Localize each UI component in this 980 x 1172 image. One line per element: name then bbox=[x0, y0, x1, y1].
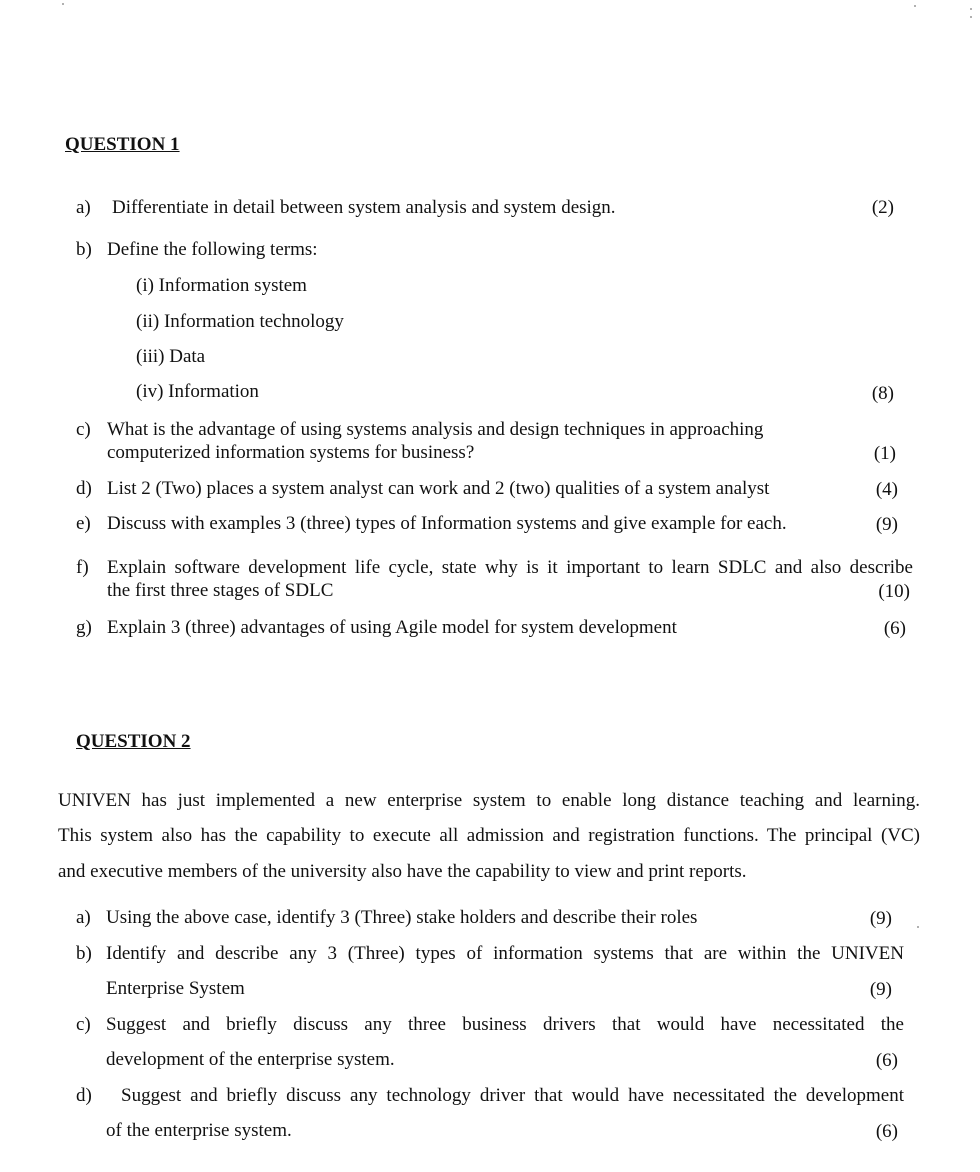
subitem: (i) Information system bbox=[136, 275, 307, 296]
scan-speck bbox=[917, 926, 919, 928]
item-marks: (4) bbox=[875, 479, 898, 500]
item-label: g) bbox=[76, 617, 92, 638]
item-marks: (9) bbox=[875, 514, 898, 535]
item-text: Using the above case, identify 3 (Three) stake holders and describe their roles bbox=[106, 907, 698, 928]
item-marks: (6) bbox=[883, 618, 906, 639]
item-label: b) bbox=[76, 239, 92, 260]
subitem: (ii) Information technology bbox=[136, 311, 344, 332]
paragraph-line: UNIVEN has just implemented a new enterprise system to enable long distance teaching and learning. bbox=[58, 790, 920, 811]
item-label: d) bbox=[76, 1085, 92, 1106]
question-2-heading: QUESTION 2 bbox=[76, 731, 191, 752]
question-1-heading: QUESTION 1 bbox=[65, 134, 180, 155]
item-marks: (9) bbox=[869, 979, 892, 1000]
item-text-continued: the first three stages of SDLC bbox=[107, 580, 334, 601]
item-text: Discuss with examples 3 (three) types of Information systems and give example for each. bbox=[107, 513, 787, 534]
item-label: c) bbox=[76, 1014, 91, 1035]
scan-speck bbox=[970, 8, 972, 10]
item-label: c) bbox=[76, 419, 91, 440]
item-marks: (10) bbox=[878, 581, 910, 602]
item-text-continued: of the enterprise system. bbox=[106, 1120, 292, 1141]
scan-speck bbox=[914, 5, 916, 7]
subitem: (iv) Information bbox=[136, 381, 259, 402]
item-text: What is the advantage of using systems analysis and design techniques in approaching bbox=[107, 419, 764, 440]
item-text: Define the following terms: bbox=[107, 239, 318, 260]
item-text: Identify and describe any 3 (Three) types of information systems that are within the UNIVEN bbox=[106, 943, 904, 964]
item-text: Suggest and briefly discuss any technology driver that would have necessitated the development bbox=[121, 1085, 904, 1106]
item-marks: (6) bbox=[875, 1050, 898, 1071]
item-marks: (2) bbox=[871, 197, 894, 218]
scan-speck bbox=[970, 16, 972, 18]
item-label: e) bbox=[76, 513, 91, 534]
item-label: b) bbox=[76, 943, 92, 964]
item-label: a) bbox=[76, 907, 91, 928]
item-label: a) bbox=[76, 197, 91, 218]
item-label: d) bbox=[76, 478, 92, 499]
item-text-continued: computerized information systems for business? bbox=[107, 442, 475, 463]
item-text: Suggest and briefly discuss any three business drivers that would have necessitated the bbox=[106, 1014, 904, 1035]
item-marks: (6) bbox=[875, 1121, 898, 1142]
item-text: List 2 (Two) places a system analyst can work and 2 (two) qualities of a system analyst bbox=[107, 478, 770, 499]
item-label: f) bbox=[76, 557, 89, 578]
subitem: (iii) Data bbox=[136, 346, 206, 367]
paragraph-line: and executive members of the university also have the capability to view and print reports. bbox=[58, 861, 747, 882]
item-text: Explain software development life cycle, state why is it important to learn SDLC and also describe bbox=[107, 557, 913, 578]
scan-speck bbox=[62, 3, 64, 5]
paragraph-line: This system also has the capability to execute all admission and registration functions. The principal (VC) bbox=[58, 825, 920, 846]
item-marks: (1) bbox=[873, 443, 896, 464]
item-marks: (9) bbox=[869, 908, 892, 929]
item-text: Explain 3 (three) advantages of using Agile model for system development bbox=[107, 617, 677, 638]
item-marks: (8) bbox=[871, 383, 894, 404]
item-text-continued: development of the enterprise system. bbox=[106, 1049, 395, 1070]
item-text-continued: Enterprise System bbox=[106, 978, 245, 999]
item-text: Differentiate in detail between system analysis and system design. bbox=[112, 197, 616, 218]
